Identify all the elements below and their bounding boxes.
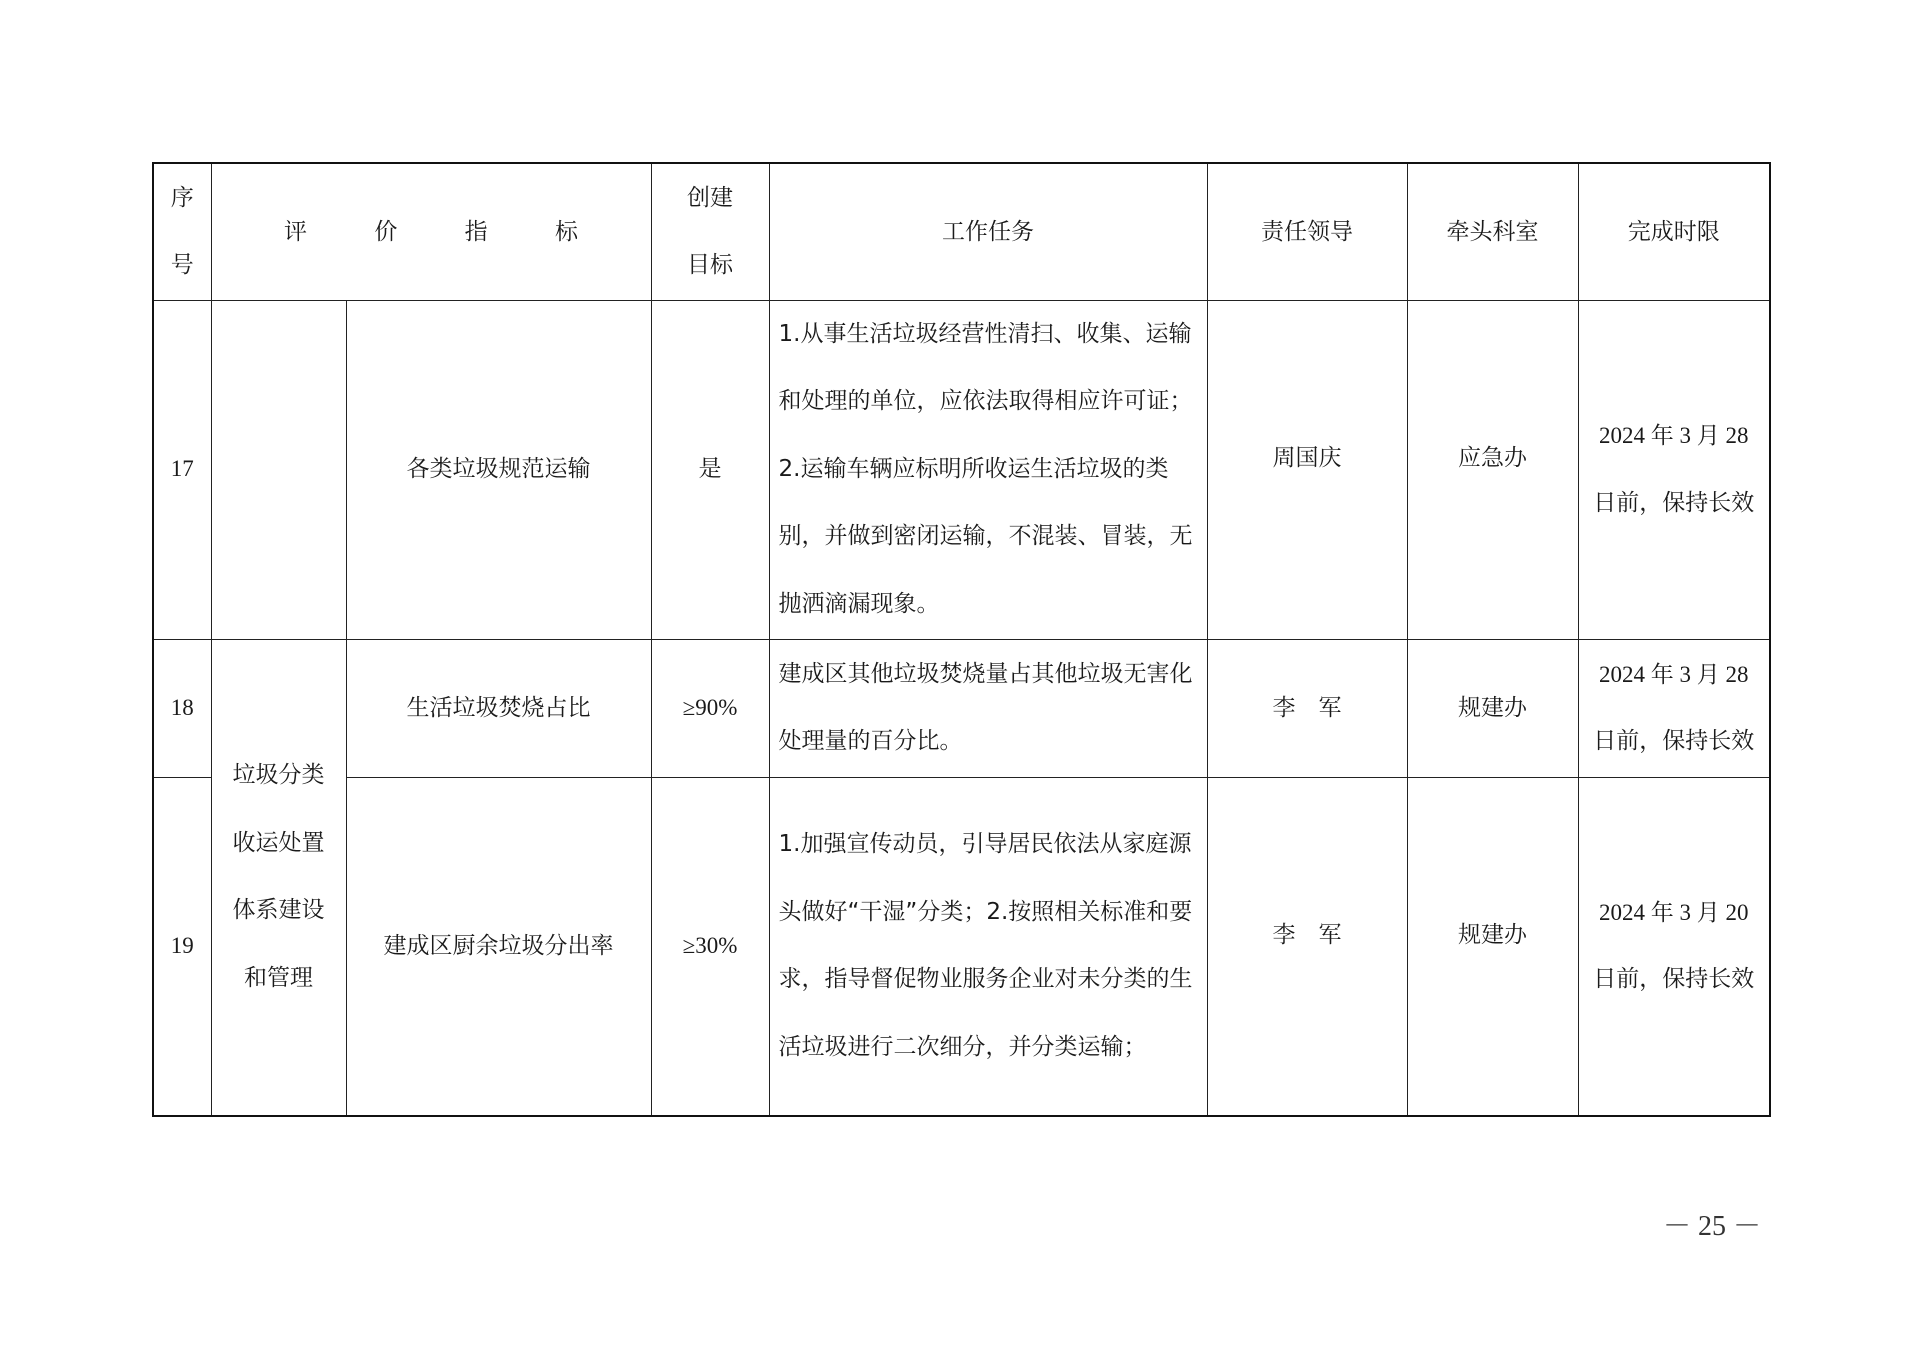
header-target <box>651 163 769 300</box>
row-deadline-line1: 2024 年 3 月 28 <box>1599 423 1749 448</box>
row-seq: 19 <box>153 777 211 1116</box>
header-task: 工作任务 <box>769 163 1207 300</box>
table-header-row <box>153 163 1770 300</box>
row-deadline <box>1578 777 1770 1116</box>
row-indicator: 建成区厨余垃圾分出率 <box>346 777 651 1116</box>
header-deadline: 完成时限 <box>1578 163 1770 300</box>
row-leader: 李 军 <box>1207 777 1407 1116</box>
row-deadline-line1: 2024 年 3 月 28 <box>1599 661 1749 687</box>
row-department: 规建办 <box>1407 777 1578 1116</box>
row-indicator: 各类垃圾规范运输 <box>346 300 651 639</box>
row-target: ≥30% <box>651 777 769 1116</box>
table-row <box>153 639 1770 777</box>
header-target-line1: 创建 <box>687 184 733 211</box>
header-leader: 责任领导 <box>1207 163 1407 300</box>
header-seq-line1: 序 <box>170 184 194 211</box>
row-department: 规建办 <box>1407 639 1578 777</box>
row-deadline-line2: 日前，保持长效 <box>1593 966 1755 993</box>
row-deadline-line2: 日前，保持长效 <box>1593 728 1755 754</box>
table-row <box>153 300 1770 639</box>
row-category-empty <box>211 300 346 639</box>
header-seq <box>153 163 211 300</box>
row-target: 是 <box>651 300 769 639</box>
row-task: 1.加强宣传动员，引导居民依法从家庭源头做好“干湿”分类；2.按照相关标准和要求，指导督促物业服务企业对未分类的生活垃圾进行二次细分，并分类运输； <box>769 777 1207 1116</box>
table-row <box>153 777 1770 1116</box>
row-indicator: 生活垃圾焚烧占比 <box>346 639 651 777</box>
row-leader: 李 军 <box>1207 639 1407 777</box>
row-leader: 周国庆 <box>1207 300 1407 639</box>
header-target-line2: 目标 <box>687 251 733 278</box>
row-target: ≥90% <box>651 639 769 777</box>
row-seq: 18 <box>153 639 211 777</box>
row-deadline-line1: 2024 年 3 月 20 <box>1599 899 1749 925</box>
row-seq: 17 <box>153 300 211 639</box>
header-indicator: 评 价 指 标 <box>211 163 651 300</box>
page-number: － 25 － <box>1662 1211 1761 1242</box>
row-department: 应急办 <box>1407 300 1578 639</box>
row-deadline <box>1578 639 1770 777</box>
row-deadline-line2: 日前，保持长效 <box>1593 489 1755 516</box>
category-text: 垃圾分类收运处置体系建设和管理 <box>232 762 325 991</box>
header-seq-line2: 号 <box>170 251 194 278</box>
row-task: 1.从事生活垃圾经营性清扫、收集、运输和处理的单位，应依法取得相应许可证；2.运输车辆应标明所收运生活垃圾的类别，并做到密闭运输，不混装、冒装，无抛洒滴漏现象。 <box>769 300 1207 639</box>
row-deadline <box>1578 300 1770 639</box>
header-department: 牵头科室 <box>1407 163 1578 300</box>
row-category <box>211 639 346 1116</box>
evaluation-table <box>152 162 1771 1117</box>
row-task: 建成区其他垃圾焚烧量占其他垃圾无害化处理量的百分比。 <box>769 639 1207 777</box>
